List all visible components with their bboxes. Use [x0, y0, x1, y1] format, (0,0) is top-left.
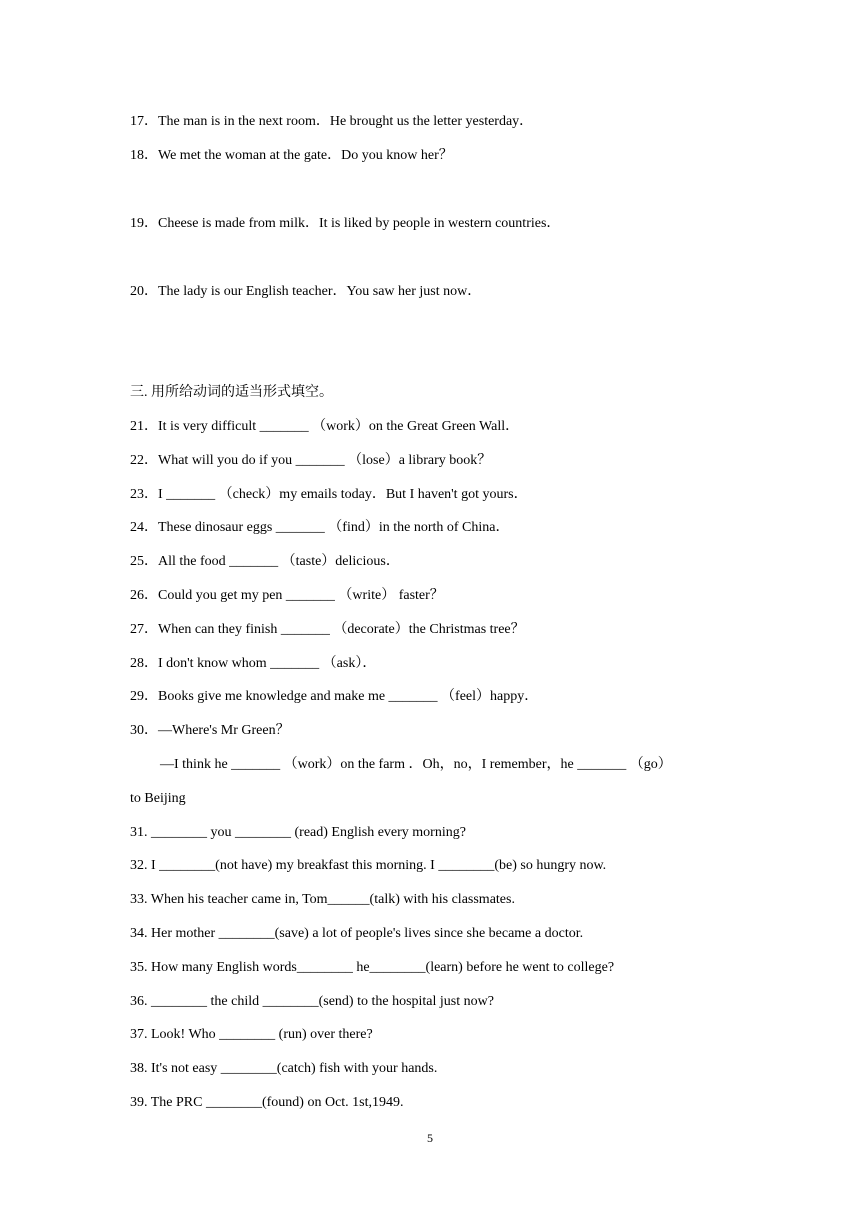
question-24: 24．These dinosaur eggs _______ （find）in the north of China．	[130, 520, 510, 535]
question-36: 36. ________ the child ________(send) to the hospital just now?	[130, 994, 494, 1009]
question-18: 18．We met the woman at the gate．Do you know her？	[130, 148, 453, 163]
question-17: 17．The man is in the next room．He brought us the letter yesterday．	[130, 114, 534, 129]
question-20: 20．The lady is our English teacher．You saw her just now．	[130, 284, 482, 299]
question-23: 23．I _______ （check）my emails today．But I haven't got yours．	[130, 487, 528, 502]
question-22: 22．What will you do if you _______ （lose）a library book？	[130, 453, 492, 468]
question-25: 25．All the food _______ （taste）delicious．	[130, 554, 400, 569]
question-31: 31. ________ you ________ (read) English every morning?	[130, 825, 466, 840]
question-34: 34. Her mother ________(save) a lot of people's lives since she became a doctor.	[130, 926, 584, 941]
question-39: 39. The PRC ________(found) on Oct. 1st,1949.	[130, 1095, 404, 1110]
question-28: 28．I don't know whom _______ （ask）．	[130, 656, 377, 671]
question-38: 38. It's not easy ________(catch) fish with your hands.	[130, 1061, 438, 1076]
question-33: 33. When his teacher came in, Tom______(talk) with his classmates.	[130, 892, 515, 907]
question-30-answer-line: —I think he _______ （work）on the farm ．Oh，no，I remember，he _______ （go）	[160, 757, 672, 772]
page-number: 5	[427, 1131, 433, 1145]
section-heading: 三. 用所给动词的适当形式填空。	[130, 385, 333, 400]
question-19: 19．Cheese is made from milk．It is liked by people in western countries．	[130, 216, 561, 231]
question-35: 35. How many English words________ he________(learn) before he went to college?	[130, 960, 615, 975]
question-30: 30．—Where's Mr Green？	[130, 723, 290, 738]
question-27: 27．When can they finish _______ （decorate）the Christmas tree？	[130, 622, 525, 637]
question-21: 21．It is very difficult _______ （work）on the Great Green Wall．	[130, 419, 520, 434]
question-32: 32. I ________(not have) my breakfast this morning. I ________(be) so hungry now.	[130, 858, 607, 873]
question-30-continuation: to Beijing	[130, 791, 186, 806]
question-37: 37. Look! Who ________ (run) over there?	[130, 1027, 373, 1042]
question-26: 26．Could you get my pen _______ （write） faster？	[130, 588, 444, 603]
question-29: 29．Books give me knowledge and make me _______ （feel）happy．	[130, 689, 539, 704]
